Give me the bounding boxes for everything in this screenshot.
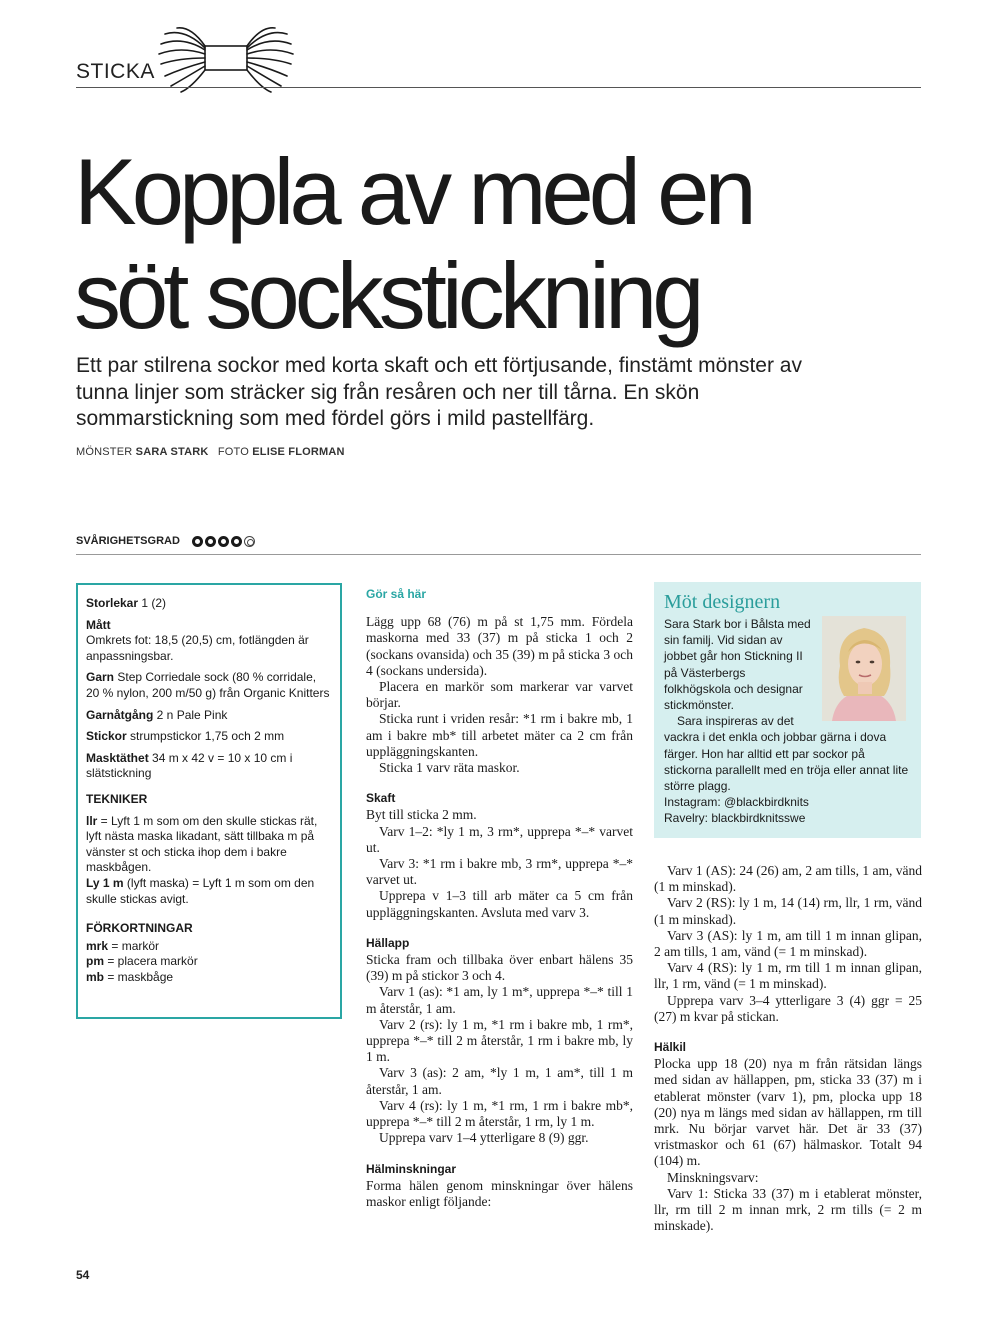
designer-instagram: Instagram: @blackbirdknits [664, 795, 809, 810]
section-tag: STICKA [76, 60, 155, 83]
difficulty-dot-filled [231, 536, 242, 547]
instr-p2: Placera en markör som markerar var varvet börjar. [366, 679, 633, 711]
yarn-skein-icon [155, 24, 295, 96]
halkil-p2: Minskningsvarv: [667, 1169, 759, 1185]
info-matt: Omkrets fot: 18,5 (20,5) cm, fotlängden är anpassningsbar. [86, 633, 309, 663]
skaft-p1: Byt till sticka 2 mm. [366, 807, 477, 823]
credit-pattern-label: MÖNSTER [76, 446, 133, 458]
info-stickor [86, 729, 332, 745]
abbr-mb-text: = maskbåge [104, 969, 174, 984]
technique-ly1m-paren: (lyft maska) [123, 875, 189, 890]
difficulty-dots [192, 536, 255, 547]
abbr-pm-text: = placera markör [104, 954, 198, 969]
info-garn [86, 670, 332, 701]
technique-ly1m [86, 876, 332, 907]
info-garnatgang-label: Garnåtgång [86, 707, 154, 722]
info-storlekar [86, 596, 332, 612]
hallapp-p5: Varv 4 (rs): ly 1 m, *1 rm, 1 rm i bakre mb*, upprepa *–* till 2 m återstår, 1 rm, ly 1 m. [366, 1097, 633, 1130]
info-masktathet [86, 751, 332, 782]
designer-bio: Sara Stark bor i Bålsta med sin familj. Vid sidan av jobbet går hon Stickning II på Västerbergs folkhögskola och designar stickmönster. [664, 617, 811, 713]
skaft-p2: Varv 1–2: *ly 1 m, 3 rm*, upprepa *–* varvet ut. [366, 823, 633, 855]
instructions-heading: Gör så här [366, 587, 427, 601]
lead-paragraph: Ett par stilrena sockor med korta skaft och ett förtjusande, finstämt mönster av tunna linjer som sträcker sig från resåren och ner till tårna. En skön sommarstickning som med fördel görs i mild pastellfärg. [76, 354, 802, 430]
abbr-mb-label: mb [86, 969, 104, 984]
hallapp-heading: Hällapp [366, 935, 410, 950]
info-masktathet-label: Masktäthet [86, 750, 149, 765]
designer-inspiration-b: vackra i det enkla och jobbar gärna i dova färger. Hon har alltid ett par sockor på stickorna parallellt med en tröja eller annat lite större plagg. [664, 730, 909, 794]
forkortningar-heading: FÖRKORTNINGAR [86, 921, 193, 936]
hallapp-p6: Upprepa varv 1–4 ytterligare 8 (9) ggr. [379, 1130, 589, 1146]
section-divider [76, 87, 921, 88]
headline-line-2: söt sockstickning [74, 243, 700, 348]
credit-photo-name: ELISE FLORMAN [252, 446, 345, 458]
hallapp-p2: Varv 1 (as): *1 am, ly 1 m*, upprepa *–* till 1 m återstår, 1 am. [366, 984, 633, 1016]
abbr-mrk-text: = markör [108, 938, 160, 953]
heel-row-4: Varv 4 (RS): ly 1 m, rm till 1 m innan glipan, llr, 1 rm, vänd (= 1 m minskad). [654, 960, 922, 992]
difficulty-rating [76, 535, 255, 547]
difficulty-dot-filled [205, 536, 216, 547]
info-matt-label [86, 618, 332, 634]
instr-p4: Sticka 1 varv räta maskor. [379, 760, 520, 776]
headline-line-1: Koppla av med en [74, 139, 752, 244]
difficulty-dot-filled [218, 536, 229, 547]
designer-ravelry: Ravelry: blackbirdknitsswe [664, 811, 806, 826]
abbr-pm [86, 954, 332, 970]
designer-title: Möt designern [664, 591, 781, 613]
info-matt-label-text: Mått [86, 617, 111, 632]
hallapp-p4: Varv 3 (as): 2 am, *ly 1 m, 1 am*, till 1 m återstår, 1 am. [366, 1065, 633, 1097]
technique-llr-text: = Lyft 1 m som om den skulle stickas rät, lyft nästa maska likadant, sätt tillbaka m på vänster st och sticka ihop dem i bakre maskbågen. [86, 813, 318, 875]
info-garn-value: Step Corriedale sock (80 % corridale, 20 % nylon, 200 m/50 g) från Organic Knitters [86, 670, 330, 700]
credit-pattern-name: SARA STARK [135, 446, 209, 458]
info-garnatgang [86, 708, 332, 724]
heel-repeat: Upprepa varv 3–4 ytterligare 3 (4) ggr = 25 (27) m kvar på stickan. [654, 992, 922, 1024]
technique-llr [86, 814, 332, 876]
instructions-column [366, 586, 633, 1210]
info-garnatgang-value: 2 n Pale Pink [153, 707, 228, 722]
hallapp-p1: Sticka fram och tillbaka över enbart hälens 35 (39) m på stickor 3 och 4. [366, 952, 633, 984]
difficulty-dot-empty [244, 536, 255, 547]
heel-row-2: Varv 2 (RS): ly 1 m, 14 (14) rm, llr, 1 rm, vänd (1 m minskad). [654, 895, 922, 927]
halminskningar-heading: Hälminskningar [366, 1161, 457, 1176]
designer-inspiration-a: Sara inspireras av det [677, 714, 794, 729]
difficulty-divider [76, 554, 921, 555]
info-storlekar-value: 1 (2) [138, 596, 167, 610]
halkil-p1: Plocka upp 18 (20) nya m från rätsidan längs med sidan av hällappen, pm, sticka 33 (37) m i etablerat mönster (varv 1), pm, plocka upp 18 (20) nya m längs med sidan av hällappen, rm till mrk. Nu börjar varvet här. Det är 33 (37) vristmaskor och 61 (67) hälmaskor. Totalt 94 (104) m. [654, 1056, 922, 1169]
info-storlekar-label: Storlekar [86, 596, 139, 610]
technique-ly1m-label: Ly 1 m [86, 875, 124, 890]
halminskningar-p1: Forma hälen genom minskningar över hälens maskor enligt följande: [366, 1177, 633, 1209]
heel-row-1: Varv 1 (AS): 24 (26) am, 2 am tills, 1 am, vänd (1 m minskad). [654, 863, 922, 895]
page-number: 54 [76, 1268, 90, 1282]
headline [74, 140, 934, 348]
designer-photo-icon [822, 616, 906, 721]
instr-p3: Sticka runt i vriden resår: *1 rm i bakre mb, 1 am i bakre mb* till arbetet mäter ca 2 cm från uppläggningskanten. [366, 711, 633, 759]
technique-ly1m-text: = Lyft 1 m som om den skulle stickas avigt. [86, 875, 315, 906]
info-garn-label: Garn [86, 670, 115, 685]
technique-llr-label: llr [86, 813, 98, 828]
halkil-heading: Hälkil [654, 1040, 687, 1055]
skaft-heading: Skaft [366, 791, 396, 806]
credits [76, 446, 351, 458]
halkil-p3: Varv 1: Sticka 33 (37) m i etablerat mönster, llr, rm till 2 m innan mrk, 2 rm tills (= 2 m minskade). [654, 1185, 922, 1234]
info-masktathet-value: 34 m x 42 v = 10 x 10 cm i slätstickning [86, 750, 293, 781]
skaft-p4: Upprepa v 1–3 till arb mäter ca 5 cm från uppläggningskanten. Avsluta med varv 3. [366, 888, 633, 920]
difficulty-label: SVÅRIGHETSGRAD [76, 535, 180, 547]
hallapp-p3: Varv 2 (rs): ly 1 m, *1 rm i bakre mb, 1 rm*, upprepa *–* till 2 m återstår, 1 rm i bakre mb, ly 1 m. [366, 1016, 633, 1065]
abbr-pm-label: pm [86, 954, 104, 969]
info-stickor-value: strumpstickor 1,75 och 2 mm [126, 729, 285, 744]
designer-portrait [822, 616, 906, 721]
abbr-mrk-label: mrk [86, 938, 109, 953]
abbr-mrk [86, 939, 332, 955]
heel-row-3: Varv 3 (AS): ly 1 m, am till 1 m innan glipan, 2 am tills, 1 am, vänd (= 1 m minskad). [654, 927, 922, 960]
info-stickor-label: Stickor [86, 729, 127, 744]
difficulty-dot-filled [192, 536, 203, 547]
skaft-p3: Varv 3: *1 rm i bakre mb, 3 rm*, upprepa *–* varvet ut. [366, 856, 633, 888]
credit-photo-label: FOTO [217, 446, 249, 458]
abbr-mb [86, 970, 332, 986]
instr-p1: Lägg upp 68 (76) m på st 1,75 mm. Fördela maskorna med 33 (37) m på sticka 1 och 2 (sockans ovansida) och 35 (39) m på sticka 3 och 4 (sockans undersida). [366, 614, 633, 678]
continued-instructions-column [654, 863, 922, 1234]
info-box [76, 583, 342, 1019]
tekniker-heading: TEKNIKER [86, 791, 148, 806]
designer-box [654, 582, 921, 838]
